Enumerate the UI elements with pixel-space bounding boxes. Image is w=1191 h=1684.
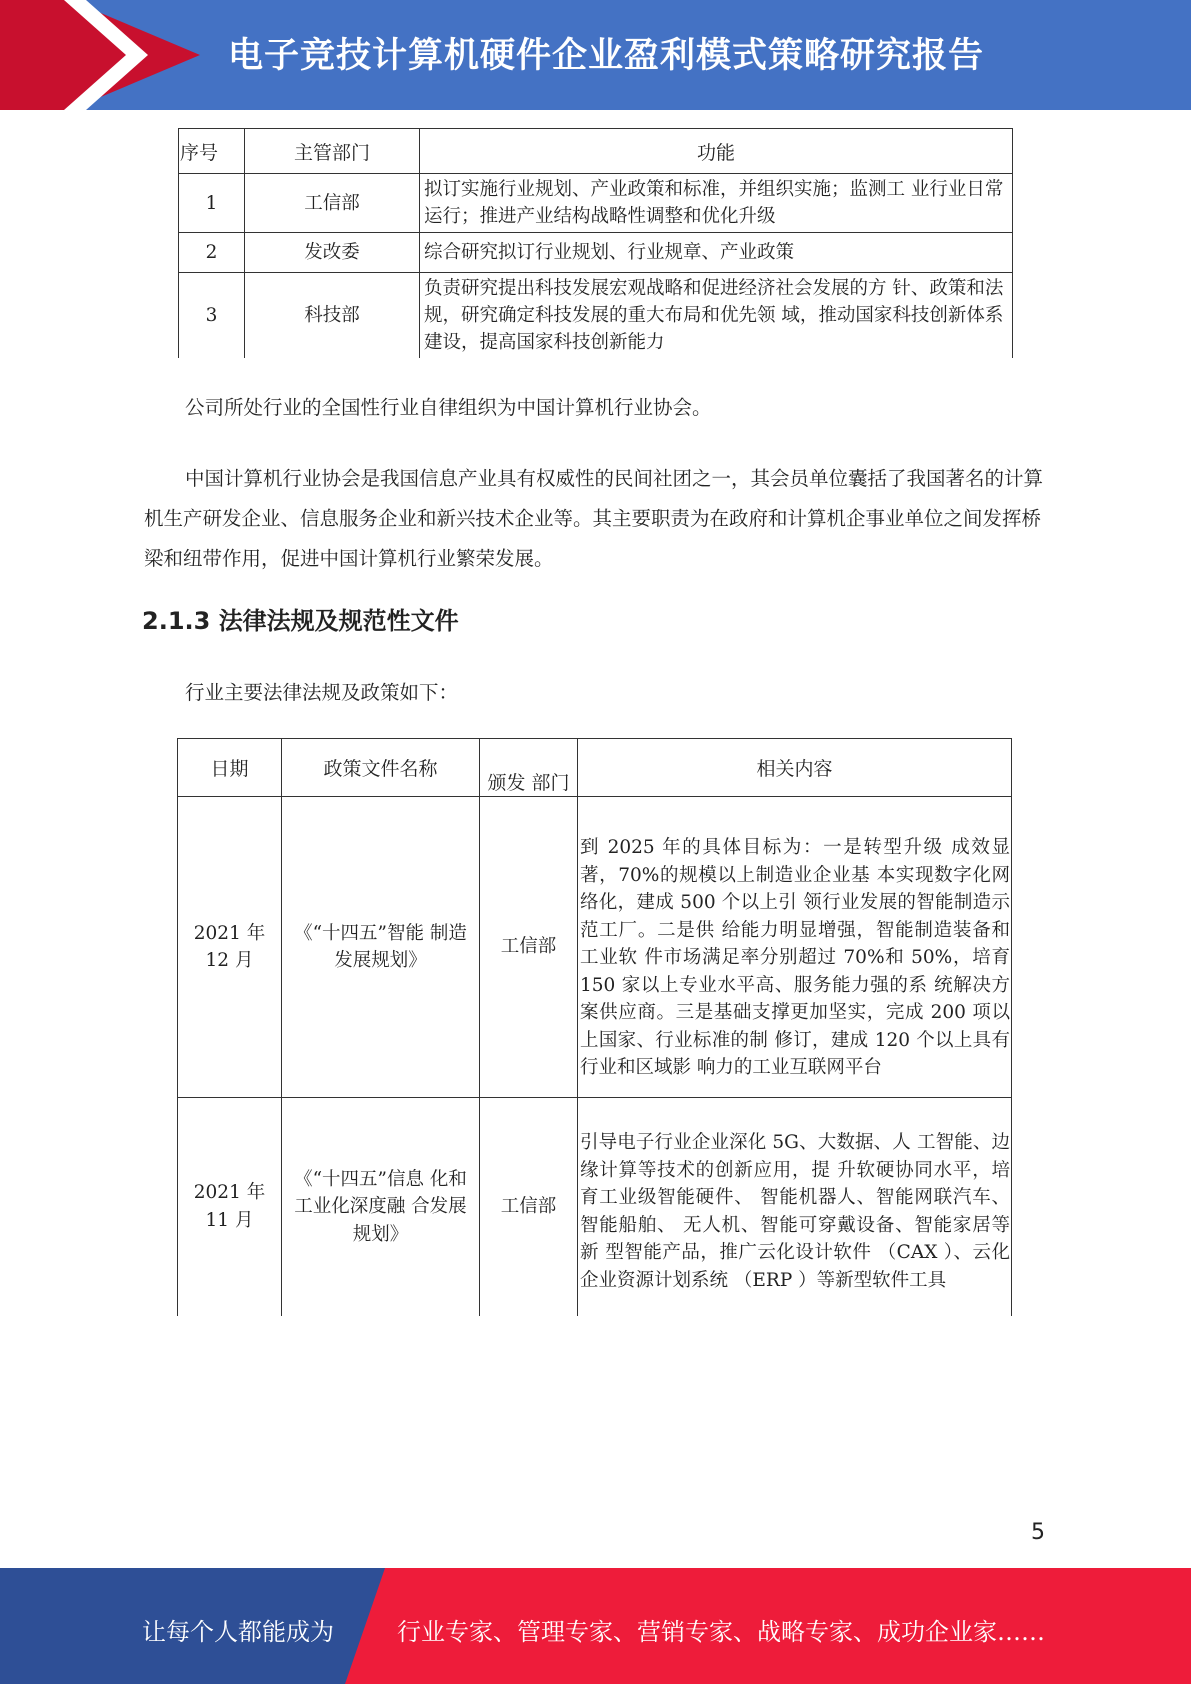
row-content: 到 2025 年的具体目标为：一是转型升级 成效显著，70%的规模以上制造业企业基 本实现数字化网络化，建成 500 个以上引 领行业发展的智能制造示范工厂。二是供 给能力明显增强，智能制造装备和工业软 件市场满足率分别超过 70%和 50%，培育 150 家以上专业水平高、服务能力强的系 统解决方案供应商。三是基础支撑更加坚实，完成 200 项以上国家、行业标准的制 修订，建成 120 个以上具有行业和区域影 响力的工业互联网平台: [578, 797, 1012, 1098]
col-header-content: 相关内容: [578, 739, 1012, 797]
footer-banner: [0, 1568, 1191, 1684]
paragraph-policy-intro: 行业主要法律法规及政策如下：: [185, 681, 459, 704]
footer-slogan-left: 让每个人都能成为: [142, 1618, 334, 1646]
paragraph-association-detail: 中国计算机行业协会是我国信息产业具有权威性的民间社团之一，其会员单位囊括了我国著名的计算机生产研发企业、信息服务企业和新兴技术企业等。其主要职责为在政府和计算机企事业单位之间发挥桥梁和纽带作用，促进中国计算机行业繁荣发展。: [144, 467, 1044, 570]
page-number: 5: [1031, 1520, 1045, 1545]
header-banner: [0, 0, 1191, 110]
header-red-block: [0, 0, 70, 110]
table-row: [179, 174, 1013, 233]
header-chevron-icon: [64, 0, 154, 110]
row-dept: 工信部: [245, 174, 420, 233]
col-header-date: 日期: [178, 739, 282, 797]
row-policy-name: 《“十四五”智能 制造发展规划》: [282, 797, 480, 1098]
table-row: [178, 1098, 1012, 1316]
row-function: 综合研究拟订行业规划、行业规章、产业政策: [420, 233, 1013, 273]
col-header-policy-name: 政策文件名称: [282, 739, 480, 797]
section-heading: 2.1.3 法律法规及规范性文件: [142, 607, 459, 635]
department-table: [178, 128, 1013, 358]
row-dept: 发改委: [245, 233, 420, 273]
table-row: [178, 797, 1012, 1098]
row-function: 负责研究提出科技发展宏观战略和促进经济社会发展的方 针、政策和法规，研究确定科技发展的重大布局和优先领 域，推动国家科技创新体系建设，提高国家科技创新能力: [420, 273, 1013, 359]
col-header-issuer: 颁发 部门: [480, 739, 578, 797]
footer-slogan-right: 行业专家、管理专家、营销专家、战略专家、成功企业家……: [397, 1618, 1045, 1646]
row-issuer: 工信部: [480, 1098, 578, 1316]
row-date: 2021 年 12 月: [178, 797, 282, 1098]
row-dept: 科技部: [245, 273, 420, 359]
table-row: [179, 233, 1013, 273]
report-title: 电子竞技计算机硬件企业盈利模式策略研究报告: [228, 36, 985, 76]
row-no: 3: [179, 273, 245, 359]
row-no: 1: [179, 174, 245, 233]
col-header-no: 序号: [179, 129, 245, 174]
row-no: 2: [179, 233, 245, 273]
row-policy-name: 《“十四五”信息 化和工业化深度融 合发展规划》: [282, 1098, 480, 1316]
col-header-function: 功能: [420, 129, 1013, 174]
row-issuer: 工信部: [480, 797, 578, 1098]
row-function: 拟订实施行业规划、产业政策和标准，并组织实施；监测工 业行业日常运行；推进产业结构战略性调整和优化升级: [420, 174, 1013, 233]
row-content: 引导电子行业企业深化 5G、大数据、人 工智能、边缘计算等技术的创新应用，提 升软硬协同水平，培育工业级智能硬件、 智能机器人、智能网联汽车、智能船舶、 无人机、智能可穿戴设备、智能家居等新 型智能产品，推广云化设计软件 （CAX ）、云化企业资源计划系统 （ERP ）等新型软件工具: [578, 1098, 1012, 1316]
row-date: 2021 年 11 月: [178, 1098, 282, 1316]
col-header-dept: 主管部门: [245, 129, 420, 174]
table-row: [179, 273, 1013, 359]
policy-table: [177, 738, 1012, 1316]
paragraph-association: 公司所处行业的全国性行业自律组织为中国计算机行业协会。: [185, 396, 712, 419]
